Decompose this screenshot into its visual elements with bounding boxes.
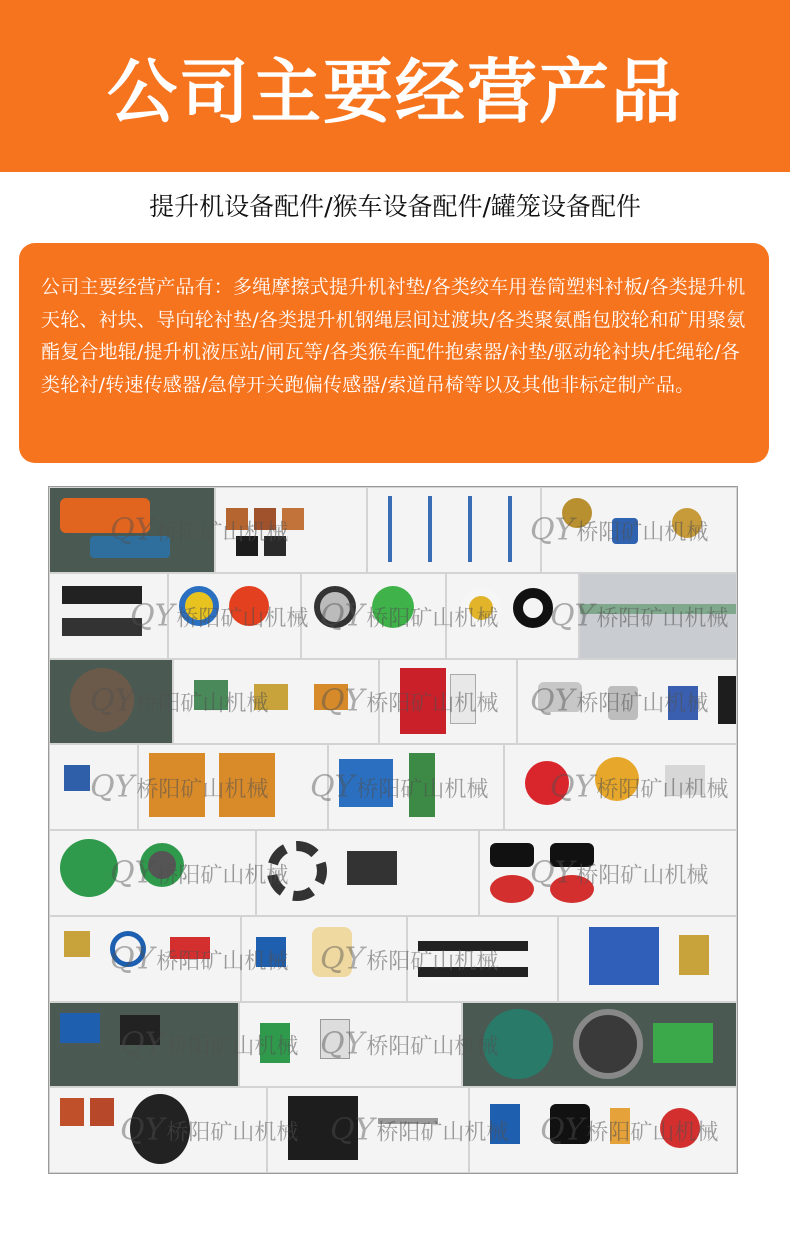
product-photo-rope-chairs	[368, 488, 540, 572]
watermark: QY桥阳矿山机械	[320, 1026, 499, 1062]
product-photo-rollers	[408, 917, 558, 1001]
product-photo-brake-disc	[50, 660, 172, 744]
watermark: QY桥阳矿山机械	[320, 941, 499, 977]
product-photo-rope-clamps	[542, 488, 736, 572]
watermark: QY桥阳矿山机械	[310, 769, 489, 805]
watermark: QY桥阳矿山机械	[550, 769, 729, 805]
product-photo-brackets	[50, 574, 167, 658]
watermark: QY桥阳矿山机械	[550, 598, 729, 634]
product-photo-sensor	[50, 745, 137, 829]
watermark: QY桥阳矿山机械	[130, 598, 309, 634]
product-photo-conveyor-installation	[580, 574, 736, 658]
collage-row	[50, 917, 736, 1001]
header-banner	[0, 0, 790, 172]
watermark: QY桥阳矿山机械	[540, 1112, 719, 1148]
product-photo-switch-boxes	[329, 745, 503, 829]
product-photo-hoist-machine	[50, 488, 214, 572]
watermark: QY桥阳矿山机械	[530, 512, 709, 548]
product-description-box	[19, 243, 769, 463]
product-description-text: 公司主要经营产品有：多绳摩擦式提升机衬垫/各类绞车用卷筒塑料衬板/各类提升机天轮、衬块、导向轮衬垫/各类提升机钢绳层间过渡块/各类聚氨酯包胶轮和矿用聚氨酯复合地辊/提升机液压站/闸瓦等/各类猴车配件抱索器/衬垫/驱动轮衬块/托绳轮/各类轮衬/转速传感器/急停开关跑偏传感器/索道吊椅等以及其他非标定制产品。	[41, 276, 746, 396]
collage-row	[50, 1088, 736, 1172]
product-photo-liner-blocks	[216, 488, 365, 572]
watermark: QY桥阳矿山机械	[110, 941, 289, 977]
collage-row	[50, 831, 736, 915]
product-photo-polyurethane-wheels	[302, 574, 445, 658]
collage-row	[50, 488, 736, 572]
watermark: QY桥阳矿山机械	[90, 769, 269, 805]
product-photo-hydraulic-station	[559, 917, 736, 1001]
product-photo-rope-grips	[470, 1088, 736, 1172]
product-photo-friction-blocks	[50, 1088, 266, 1172]
product-photo-emergency-switches	[505, 745, 736, 829]
product-categories-subtitle: 提升机设备配件/猴车设备配件/罐笼设备配件	[149, 192, 641, 221]
watermark: QY桥阳矿山机械	[90, 683, 269, 719]
watermark: QY桥阳矿山机械	[530, 855, 709, 891]
product-photo-control-boxes	[139, 745, 327, 829]
product-photo-rubber-liners	[480, 831, 736, 915]
product-photo-junction-boxes	[242, 917, 405, 1001]
watermark: QY桥阳矿山机械	[110, 855, 289, 891]
watermark: QY桥阳矿山机械	[530, 683, 709, 719]
product-photo-collage	[48, 486, 738, 1174]
product-photo-wheel-liners	[447, 574, 577, 658]
product-photo-motor-housing	[268, 1088, 468, 1172]
product-photo-liner-sets	[257, 831, 479, 915]
collage-row	[50, 574, 736, 658]
watermark: QY桥阳矿山机械	[120, 1026, 299, 1062]
product-photo-solenoid-valves	[50, 1003, 238, 1087]
watermark: QY桥阳矿山机械	[320, 598, 499, 634]
product-photo-speed-sensors	[50, 917, 240, 1001]
collage-row	[50, 660, 736, 744]
product-photo-cylinders	[518, 660, 736, 744]
page-title: 公司主要经营产品	[107, 50, 683, 133]
collage-row	[50, 745, 736, 829]
product-photo-head-sheaves	[463, 1003, 736, 1087]
watermark: QY桥阳矿山机械	[320, 683, 499, 719]
product-photo-drive-wheels	[50, 831, 255, 915]
watermark: QY桥阳矿山机械	[330, 1112, 509, 1148]
watermark: QY桥阳矿山机械	[110, 512, 289, 548]
product-photo-pulley-wheels	[169, 574, 299, 658]
product-photo-valves	[174, 660, 378, 744]
product-photo-brake-unit	[380, 660, 516, 744]
collage-row	[50, 1003, 736, 1087]
watermark: QY桥阳矿山机械	[120, 1112, 299, 1148]
product-photo-pressure-switches	[240, 1003, 462, 1087]
